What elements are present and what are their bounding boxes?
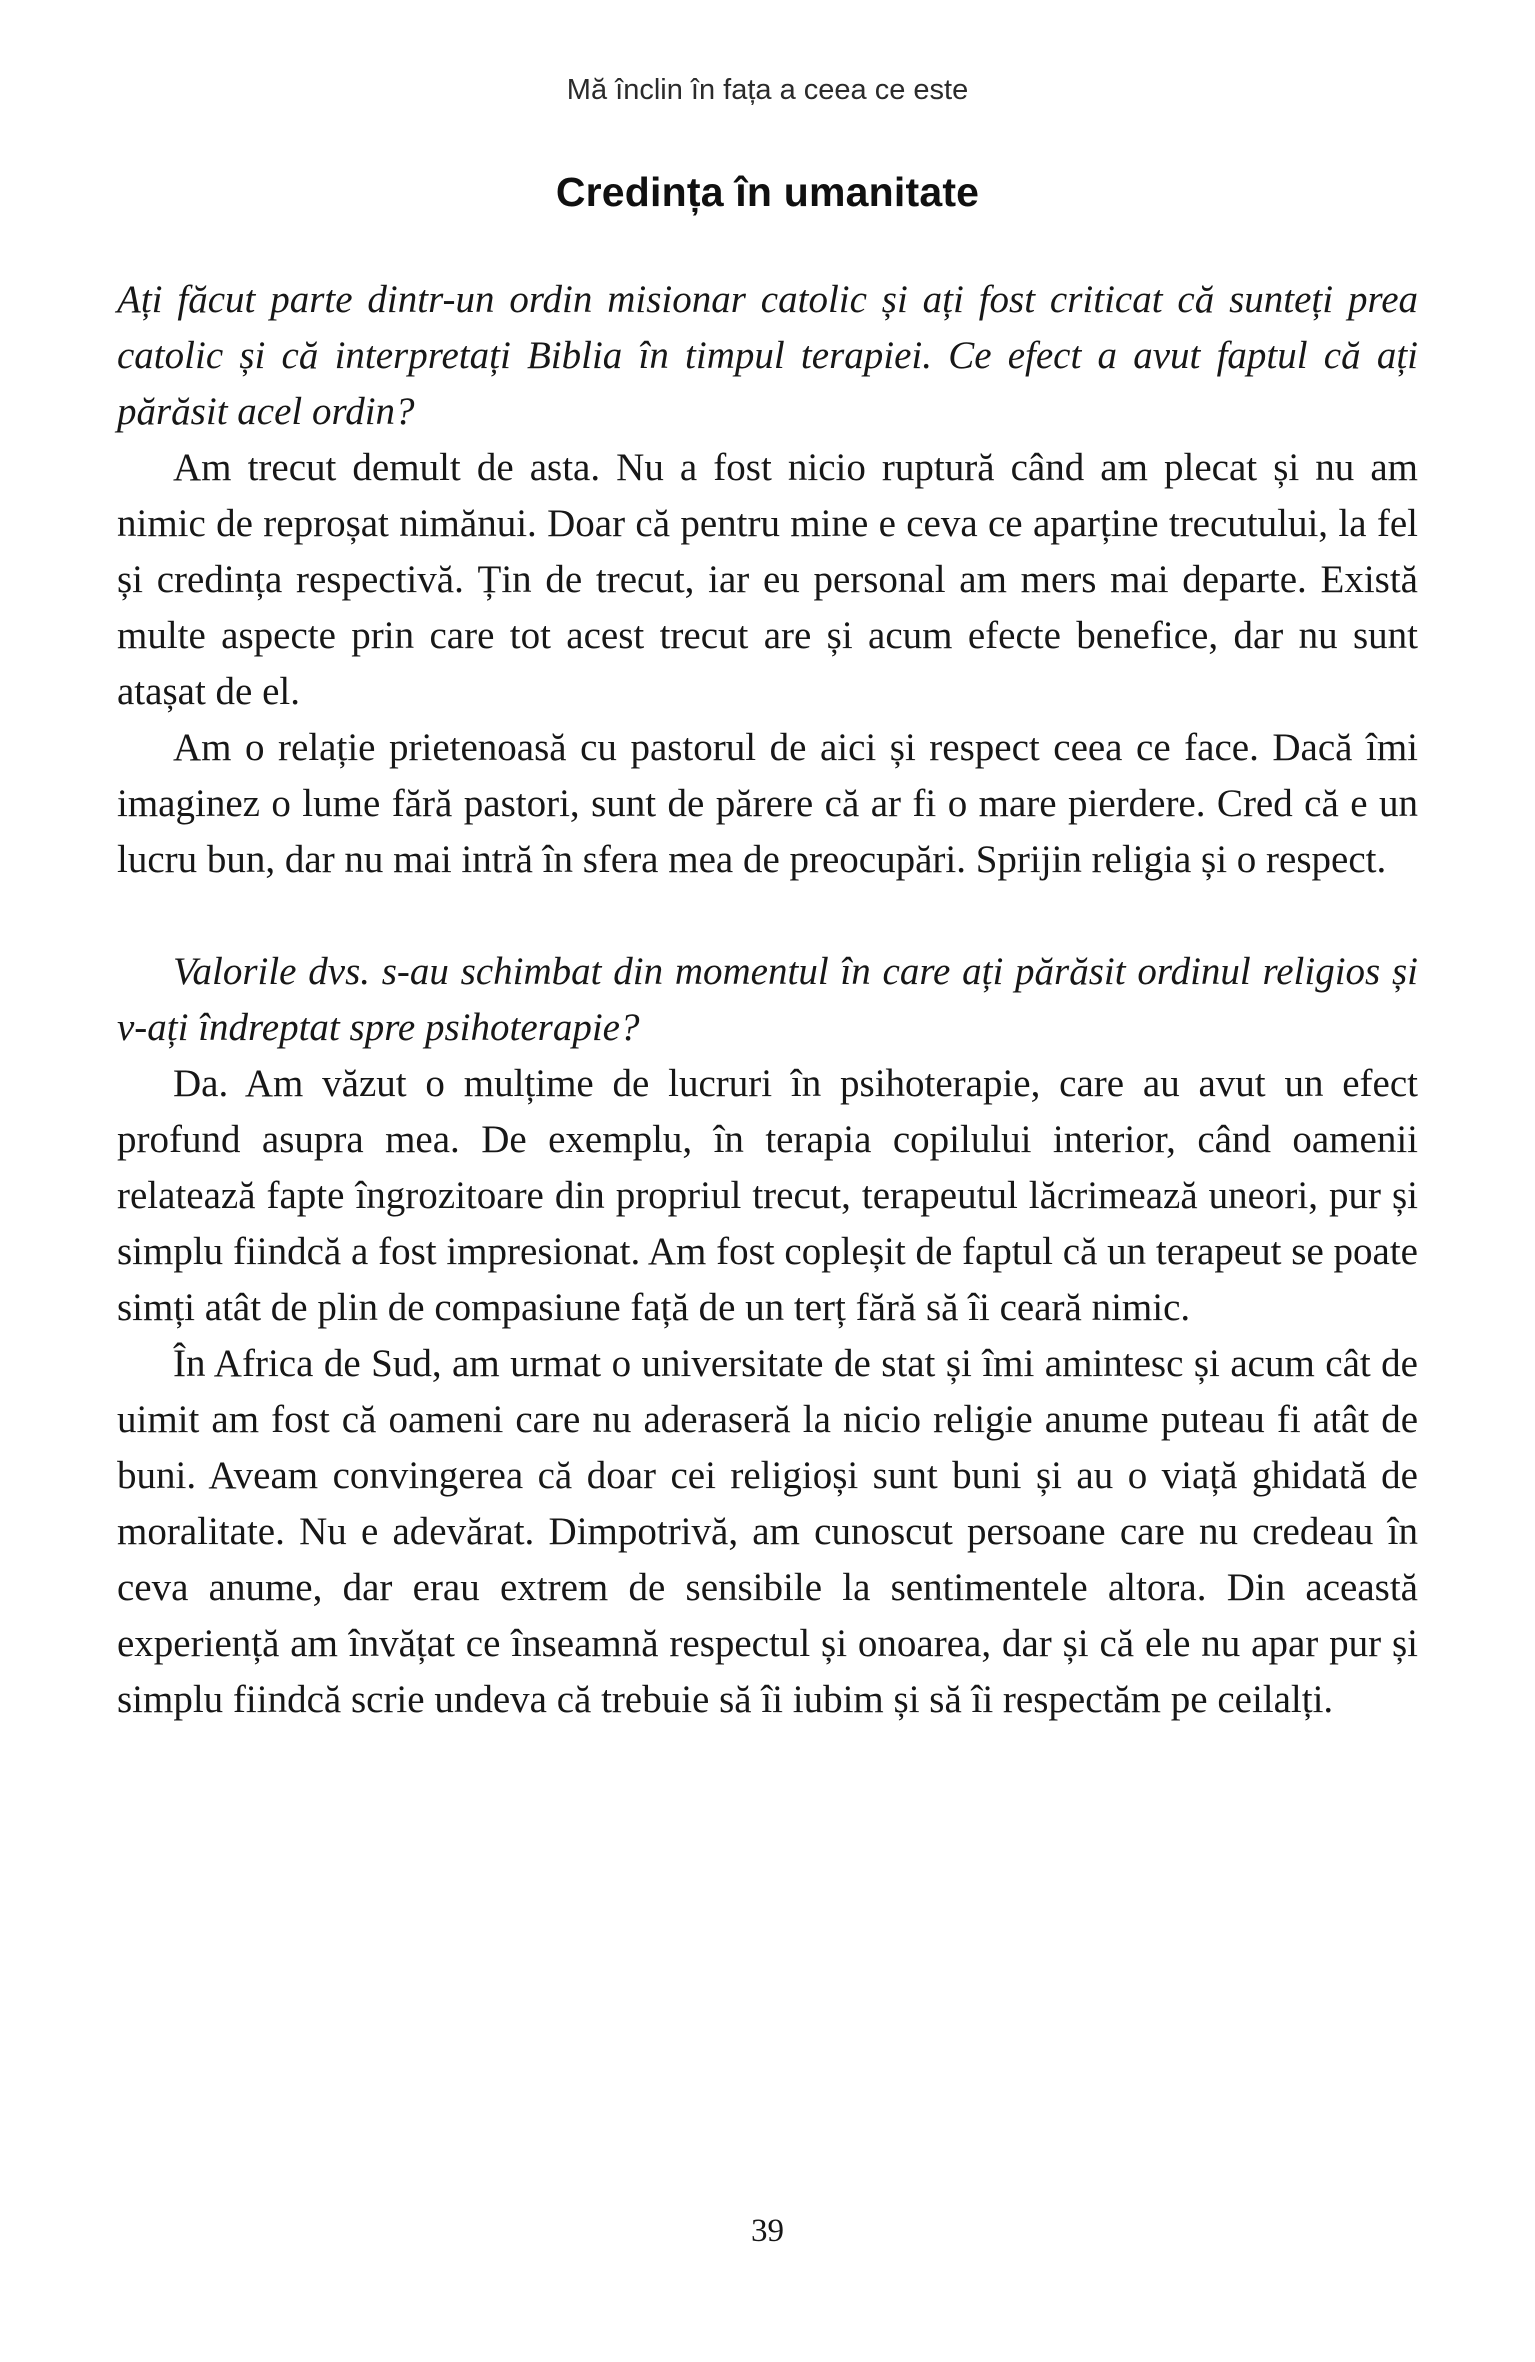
answer-paragraph-1: Am trecut demult de asta. Nu a fost nicio ruptură când am plecat și nu am nimic de reproșat nimănui. Doar că pentru mine e ceva ce aparține trecutului, la fel și credința respectivă. Țin de trecut, iar eu personal am mers mai departe. Există multe aspecte prin care tot acest trecut are și acum efecte benefice, dar nu sunt atașat de el. (117, 446, 1418, 713)
page-number: 39 (751, 2213, 784, 2249)
question-paragraph-2: Valorile dvs. s-au schimbat din momentul în care ați părăsit ordinul religios și v-ați îndreptat spre psihoterapie? (117, 950, 1418, 1049)
section-title: Credința în umanitate (555, 169, 980, 215)
answer-paragraph-4: În Africa de Sud, am urmat o universitate de stat și îmi amintesc și acum cât de uimit am fost că oameni care nu aderaseră la nicio religie anume puteau fi atât de buni. Aveam convingerea că doar cei religioși sunt buni și au o viață ghidată de moralitate. Nu e adevărat. Dimpotrivă, am cunoscut persoane care nu credeau în ceva anume, dar erau extrem de sensibile la sentimentele altora. Din această experiență am învățat ce înseamnă respectul și onoarea, dar și că ele nu apar pur și simplu fiindcă scrie undeva că trebuie să îi iubim și să îi respectăm pe ceilalți. (117, 1342, 1418, 1721)
answer-paragraph-3: Da. Am văzut o mulțime de lucruri în psihoterapie, care au avut un efect profund asupra mea. De exemplu, în terapia copilului interior, când oamenii relatează fapte îngrozitoare din propriul trecut, terapeutul lăcrimează uneori, pur și simplu fiindcă a fost impresionat. Am fost copleșit de faptul că un terapeut se poate simți atât de plin de compasiune față de un terț fără să îi ceară nimic. (117, 1062, 1418, 1329)
answer-paragraph-2: Am o relație prietenoasă cu pastorul de aici și respect ceea ce face. Dacă îmi imaginez o lume fără pastori, sunt de părere că ar fi o mare pierdere. Cred că e un lucru bun, dar nu mai intră în sfera mea de preocupări. Sprijin religia și o respect. (117, 726, 1418, 881)
page-body (117, 272, 1418, 1728)
running-header: Mă înclin în fața a ceea ce este (566, 74, 969, 106)
question-paragraph-1: Ați făcut parte dintr-un ordin misionar catolic și ați fost criticat că sunteți prea catolic și că interpretați Biblia în timpul terapiei. Ce efect a avut faptul că ați părăsit acel ordin? (117, 278, 1418, 433)
